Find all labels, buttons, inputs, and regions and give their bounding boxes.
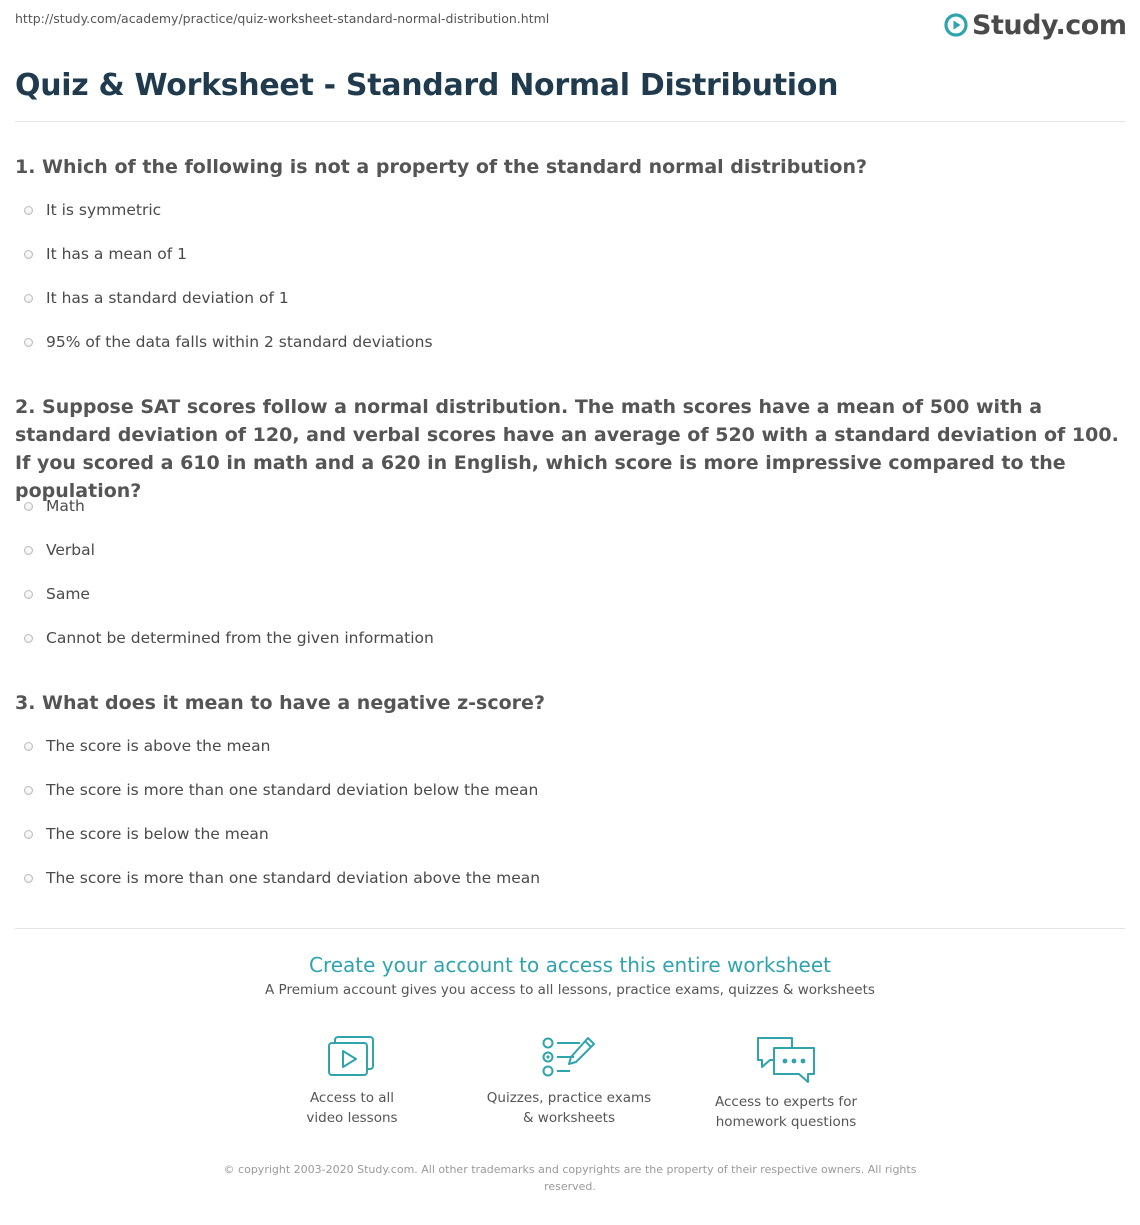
copyright-footer [210, 1161, 930, 1195]
feature-label-line1: Access to experts for [714, 1094, 857, 1110]
radio-button[interactable] [24, 250, 33, 259]
option-label: Cannot be determined from the given information [46, 629, 434, 647]
q1-option-1[interactable] [24, 200, 161, 220]
radio-button[interactable] [24, 634, 33, 643]
radio-button[interactable] [24, 874, 33, 883]
feature-label-line2: video lessons [306, 1110, 398, 1126]
feature-label-line2: homework questions [715, 1114, 857, 1130]
page-title: Quiz & Worksheet - Standard Normal Distribution [15, 68, 839, 103]
footer-line2: reserved. [544, 1180, 596, 1193]
radio-button[interactable] [24, 546, 33, 555]
q2-option-3[interactable] [24, 584, 90, 604]
radio-button[interactable] [24, 294, 33, 303]
radio-button[interactable] [24, 338, 33, 347]
option-label: The score is below the mean [46, 825, 269, 843]
q2-option-4[interactable] [24, 628, 434, 648]
video-lessons-icon [325, 1034, 379, 1080]
title-divider [15, 121, 1125, 122]
q2-option-1[interactable] [24, 496, 85, 516]
feature-label-line2: & worksheets [522, 1110, 615, 1126]
question-3: 3. What does it mean to have a negative z-score? [15, 692, 545, 714]
feature-label [469, 1088, 669, 1128]
cta-subtitle: A Premium account gives you access to all lessons, practice exams, quizzes & worksheets [265, 982, 875, 998]
radio-button[interactable] [24, 590, 33, 599]
option-label: It has a mean of 1 [46, 245, 187, 263]
radio-button[interactable] [24, 830, 33, 839]
option-label: Same [46, 585, 90, 603]
radio-button[interactable] [24, 206, 33, 215]
feature-label [252, 1088, 452, 1128]
feature-experts [686, 1034, 886, 1132]
feature-video-lessons [252, 1034, 452, 1128]
radio-button[interactable] [24, 742, 33, 751]
option-label: It has a standard deviation of 1 [46, 289, 289, 307]
q3-option-4[interactable] [24, 868, 540, 888]
quiz-checklist-icon [540, 1034, 598, 1080]
option-label: 95% of the data falls within 2 standard deviations [46, 333, 433, 351]
radio-button[interactable] [24, 786, 33, 795]
q3-option-2[interactable] [24, 780, 538, 800]
q3-option-1[interactable] [24, 736, 270, 756]
option-label: The score is more than one standard deviation below the mean [46, 781, 539, 799]
q2-option-2[interactable] [24, 540, 95, 560]
option-label: The score is more than one standard deviation above the mean [46, 869, 541, 887]
radio-button[interactable] [24, 502, 33, 511]
cta-title-link[interactable]: Create your account to access this entire worksheet [309, 953, 831, 977]
option-label: It is symmetric [46, 201, 162, 219]
cta-divider [15, 928, 1125, 929]
q1-option-2[interactable] [24, 244, 187, 264]
logo-text: Study.com [972, 9, 1127, 41]
page-url: http://study.com/academy/practice/quiz-worksheet-standard-normal-distribution.html [15, 11, 550, 26]
feature-label-line1: Quizzes, practice exams [486, 1090, 652, 1106]
study-logo[interactable] [944, 8, 1126, 42]
question-1: 1. Which of the following is not a property of the standard normal distribution? [15, 156, 868, 178]
q1-option-4[interactable] [24, 332, 433, 352]
question-2: 2. Suppose SAT scores follow a normal distribution. The math scores have a mean of 500 with a standard deviation of 120, and verbal scores have an average of 520 with a standard deviation of 100. If you scored a 610 in math and a 620 in English, which score is more impressive compared to the population? [15, 396, 1119, 502]
play-circle-logo-icon [944, 13, 968, 37]
option-label: The score is above the mean [46, 737, 271, 755]
footer-line1: © copyright 2003-2020 Study.com. All other trademarks and copyrights are the property of their respective owners. All rights [223, 1163, 917, 1176]
feature-label [686, 1092, 886, 1132]
chat-bubbles-icon [754, 1034, 818, 1084]
feature-quizzes [469, 1034, 669, 1128]
option-label: Math [46, 497, 85, 515]
feature-label-line1: Access to all [309, 1090, 395, 1106]
option-label: Verbal [46, 541, 95, 559]
q1-option-3[interactable] [24, 288, 289, 308]
q3-option-3[interactable] [24, 824, 269, 844]
